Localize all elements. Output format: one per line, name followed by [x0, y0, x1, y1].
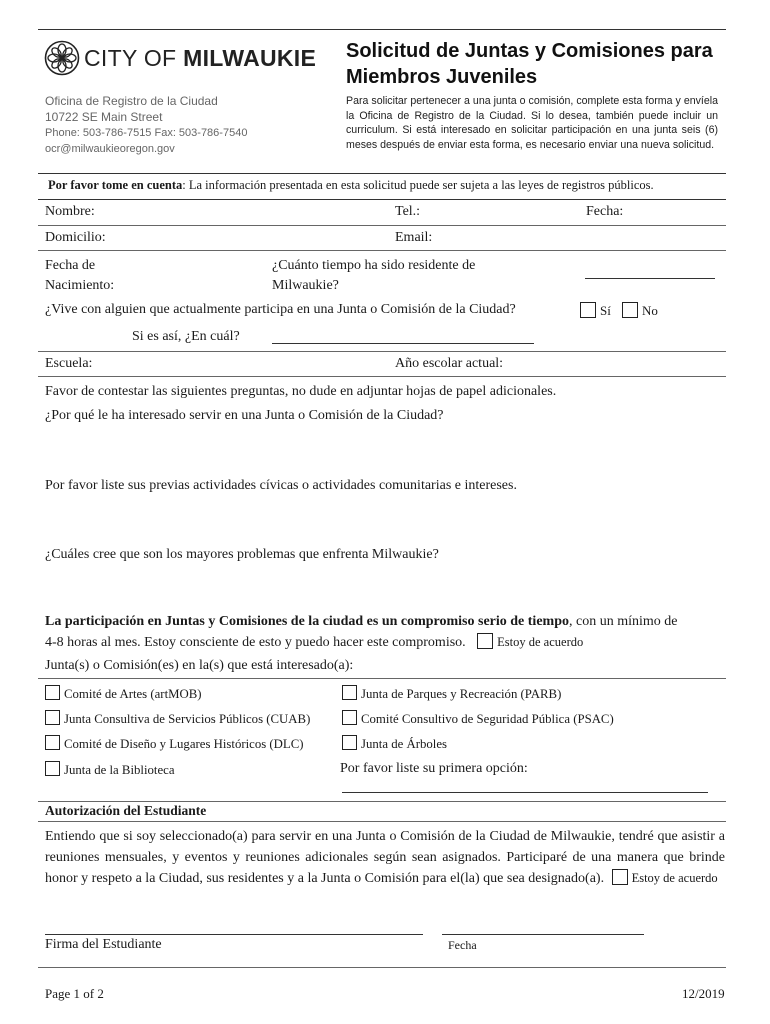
board-label: Junta de Árboles [361, 737, 448, 751]
board-checkbox[interactable] [45, 710, 60, 725]
school-year-field[interactable] [520, 357, 720, 375]
student-signature-label: Firma del Estudiante [45, 937, 162, 952]
row-rule-3 [38, 351, 726, 352]
signature-date-label: Fecha [448, 938, 477, 952]
no-label: No [642, 303, 658, 318]
which-board-field[interactable] [272, 343, 534, 344]
authorization-agree-option[interactable] [612, 868, 718, 889]
row-rule-4 [38, 376, 726, 377]
notice-bold: Por favor tome en cuenta [48, 178, 183, 192]
board-label: Junta de la Biblioteca [64, 763, 175, 777]
logo-city-text: CITY OF [84, 45, 177, 71]
office-email: ocr@milwaukieoregon.gov [45, 143, 175, 155]
board-left-4[interactable] [45, 761, 175, 778]
logo-name-text: MILWAUKIE [183, 45, 317, 71]
auth-top-rule [38, 801, 726, 802]
authorization-agree-checkbox[interactable] [612, 869, 628, 885]
board-left-2[interactable] [45, 710, 310, 727]
board-checkbox[interactable] [342, 710, 357, 725]
board-checkbox[interactable] [45, 761, 60, 776]
name-field[interactable] [110, 205, 390, 223]
address-field[interactable] [115, 231, 390, 249]
question-why-interested: ¿Por qué le ha interesado servir en una Junta o Comisión de la Ciudad? [45, 408, 444, 423]
commitment-text-2: 4-8 horas al mes. Estoy consciente de esto y puedo hacer este compromiso. [45, 635, 466, 650]
board-label: Junta de Parques y Recreación (PARB) [361, 687, 562, 701]
board-right-1[interactable] [342, 685, 561, 702]
answer-why-interested[interactable] [45, 428, 725, 472]
first-choice-field[interactable] [342, 792, 708, 793]
notice-text: : La información presentada en esta solicitud puede ser sujeta a las leyes de registros públicos. [182, 178, 654, 192]
birthdate-label-line-1: Fecha de [45, 258, 96, 273]
answer-biggest-problems[interactable] [45, 567, 725, 607]
commitment-agree-label: Estoy de acuerdo [497, 635, 584, 649]
name-label: Nombre: [45, 204, 95, 219]
board-left-1[interactable] [45, 685, 202, 702]
commitment-bold: La participación en Juntas y Comisiones de la ciudad es un compromiso serio de tiempo [45, 614, 569, 629]
question-biggest-problems: ¿Cuáles cree que son los mayores problemas que enfrenta Milwaukie? [45, 547, 439, 562]
residency-label [272, 256, 475, 296]
public-records-notice [48, 178, 654, 193]
yes-label: Sí [600, 303, 611, 318]
intro-paragraph: Para solicitar pertenecer a una junta o comisión, complete esta forma y envíela la Oficina de Registro de la Ciudad. Si lo desea, también puede incluir un curriculum. Si está interesado en solicitar participación en una junta seis (6) meses después de enviar esta forma, es necesario enviar una nueva solicitud. [346, 95, 718, 151]
phone-field[interactable] [428, 205, 578, 223]
board-checkbox[interactable] [342, 685, 357, 700]
office-phone-fax: Phone: 503-786-7515 Fax: 503-786-7540 [45, 127, 248, 139]
board-right-3[interactable] [342, 735, 447, 752]
residency-label-line-2: Milwaukie? [272, 278, 339, 293]
page-number: Page 1 of 2 [45, 986, 104, 1001]
commitment-paragraph [45, 612, 725, 653]
signature-line[interactable] [45, 934, 423, 935]
answer-civic-activities[interactable] [45, 498, 725, 542]
row-rule-1 [38, 225, 726, 226]
city-logo-icon [44, 40, 80, 76]
board-label: Junta Consultiva de Servicios Públicos (CUAB) [64, 712, 311, 726]
office-address: 10722 SE Main Street [45, 110, 163, 124]
title-line-1: Solicitud de Juntas y Comisiones para [346, 40, 713, 62]
board-left-3[interactable] [45, 735, 304, 752]
signature-date-line[interactable] [442, 934, 644, 935]
household-member-question: ¿Vive con alguien que actualmente participa en una Junta o Comisión de la Ciudad? [45, 302, 516, 317]
yes-checkbox[interactable] [580, 302, 596, 318]
board-label: Comité de Diseño y Lugares Históricos (DLC) [64, 737, 304, 751]
board-checkbox[interactable] [45, 735, 60, 750]
top-rule [38, 29, 726, 30]
date-label: Fecha: [586, 204, 624, 219]
board-checkbox[interactable] [45, 685, 60, 700]
authorization-agree-label: Estoy de acuerdo [631, 871, 718, 885]
board-label: Comité Consultivo de Seguridad Pública (PSAC) [361, 712, 614, 726]
birthdate-label [45, 256, 114, 296]
household-no-option[interactable] [622, 302, 658, 319]
form-revision-date: 12/2019 [682, 986, 725, 1001]
questions-intro: Favor de contestar las siguientes preguntas, no dude en adjuntar hojas de papel adicionales. [45, 384, 557, 399]
school-field[interactable] [105, 357, 390, 375]
title-line-2: Miembros Juveniles [346, 66, 538, 88]
first-choice-label: Por favor liste su primera opción: [340, 761, 528, 776]
page-title [346, 38, 713, 90]
which-board-label: Si es así, ¿En cuál? [132, 329, 240, 344]
logo-wordmark [84, 45, 316, 72]
board-checkbox[interactable] [342, 735, 357, 750]
office-name: Oficina de Registro de la Ciudad [45, 94, 218, 108]
authorization-paragraph [45, 826, 725, 889]
birthdate-label-line-2: Nacimiento: [45, 278, 115, 293]
board-label: Comité de Artes (artMOB) [64, 687, 202, 701]
auth-heading-rule [38, 821, 726, 822]
no-checkbox[interactable] [622, 302, 638, 318]
household-yes-option[interactable] [580, 302, 611, 319]
email-field[interactable] [440, 231, 720, 249]
authorization-heading: Autorización del Estudiante [45, 803, 207, 818]
school-year-label: Año escolar actual: [395, 356, 504, 371]
address-label: Domicilio: [45, 230, 106, 245]
board-right-2[interactable] [342, 710, 614, 727]
footer-rule [38, 967, 726, 968]
interested-boards-label: Junta(s) o Comisión(es) en la(s) que está interesado(a): [45, 658, 354, 673]
email-label: Email: [395, 230, 433, 245]
commitment-agree-option[interactable] [477, 632, 583, 652]
commitment-text-1: , con un mínimo de [569, 614, 678, 629]
notice-top-rule [38, 173, 726, 174]
birthdate-field[interactable] [125, 272, 260, 290]
school-label: Escuela: [45, 356, 93, 371]
notice-bottom-rule [38, 199, 726, 200]
residency-label-line-1: ¿Cuánto tiempo ha sido residente de [272, 258, 476, 273]
row-rule-5 [38, 678, 726, 679]
commitment-agree-checkbox[interactable] [477, 633, 493, 649]
office-info [45, 93, 247, 157]
authorization-text: Entiendo que si soy seleccionado(a) para servir en una Junta o Comisión de la Ciudad de Milwaukie, tendré que asistir a reuniones mensuales, y eventos y reuniones adicionales según sean asignados. Participaré de una manera que brinde honor y respeto a la Ciudad, sus residentes y a la Junta o Comisión para el(la) que sea designado(a). [45, 829, 725, 886]
phone-label: Tel.: [395, 204, 421, 219]
residency-field[interactable] [585, 278, 715, 279]
date-field[interactable] [632, 205, 722, 223]
row-rule-2 [38, 250, 726, 251]
question-civic-activities: Por favor liste sus previas actividades cívicas o actividades comunitarias e intereses. [45, 478, 517, 493]
